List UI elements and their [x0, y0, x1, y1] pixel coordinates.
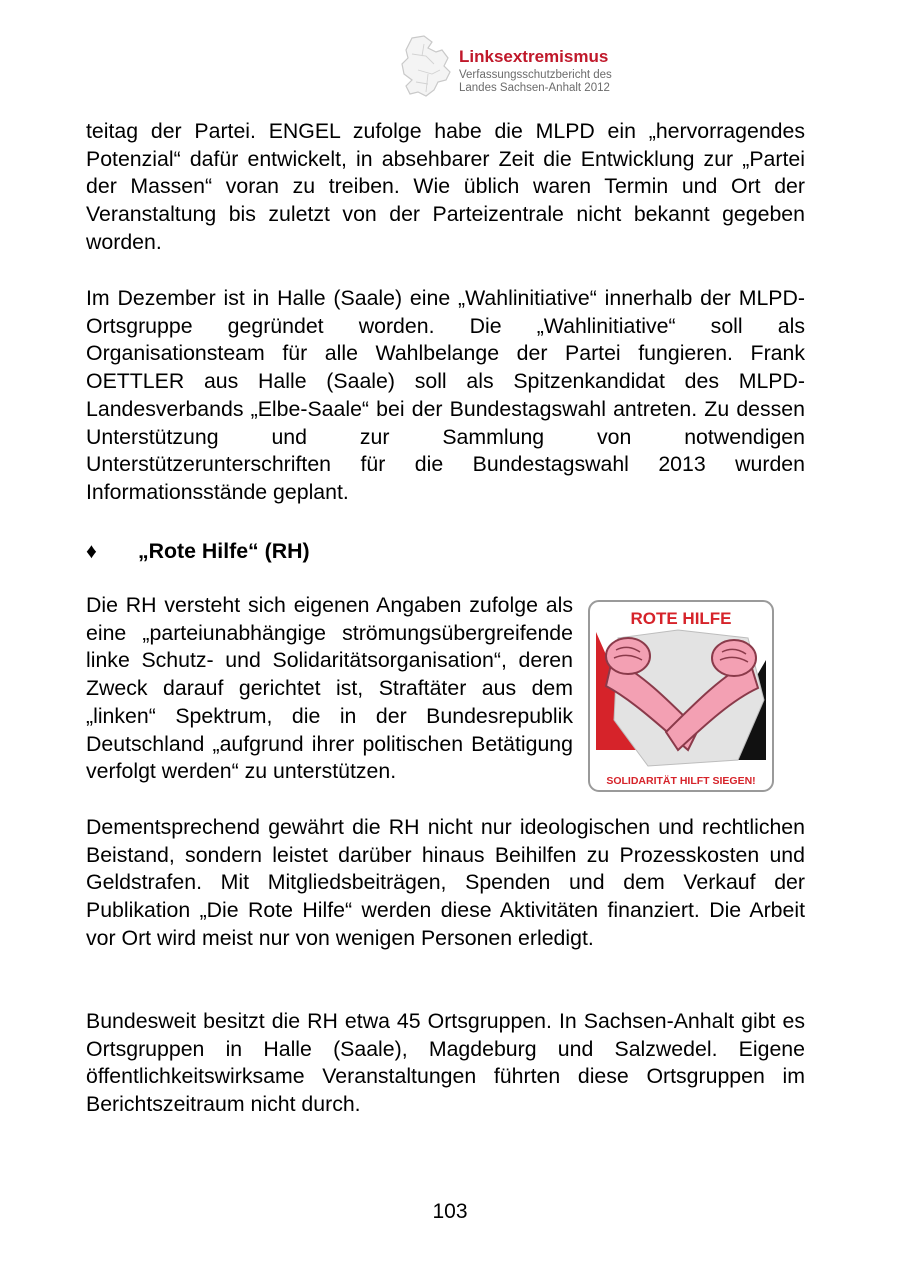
logo-top-text: ROTE HILFE [630, 609, 732, 628]
paragraph-wahlinitiative: Im Dezember ist in Halle (Saale) eine „Wahlinitiative“ innerhalb der MLPD-Ortsgruppe gegründet worden. Die „Wahlinitiative“ soll als Organisationsteam für alle Wahlbelange der Partei fungieren. Frank OETTLER aus Halle (Saale) soll als Spitzenkandidat des MLPD-Landesverbands „Elbe-Saale“ bei der Bundestagswahl antreten. Zu dessen Unterstützung und zur Sammlung von notwendigen Unterstützerunterschriften für die Bundestagswahl 2013 wurden Informationsstände geplant. [86, 286, 805, 504]
paragraph-mlpd-parteitag: teitag der Partei. ENGEL zufolge habe die MLPD ein „hervorragendes Potenzial“ dafür entwickelt, in absehbarer Zeit die Entwicklung zur „Partei der Massen“ voran zu treiben. Wie üblich waren Termin und Ort der Veranstaltung bis zuletzt von der Parteizentrale nicht bekannt gegeben worden. [86, 119, 805, 254]
diamond-bullet-icon: ♦ [86, 539, 97, 563]
section-heading-text: „Rote Hilfe“ (RH) [138, 539, 310, 563]
page-number: 103 [432, 1200, 468, 1223]
header-subtitle-line2: Landes Sachsen-Anhalt 2012 [459, 82, 610, 94]
paragraph-rh-ortsgruppen: Bundesweit besitzt die RH etwa 45 Ortsgruppen. In Sachsen-Anhalt gibt es Ortsgruppen in Halle (Saale), Magdeburg und Salzwedel. Eigene öffentlichkeitswirksame Veranstaltungen führten diese Ortsgruppen im Berichtszeitraum nicht durch. [86, 1009, 805, 1117]
paragraph-rh-support: Dementsprechend gewährt die RH nicht nur ideologischen und rechtlichen Beistand, sondern leistet darüber hinaus Beihilfen zu Prozesskosten und Geldstrafen. Mit Mitgliedsbeiträgen, Spenden und dem Verkauf der Publikation „Die Rote Hilfe“ werden diese Aktivitäten finanziert. Die Arbeit vor Ort wird meist nur von wenigen Personen erledigt. [86, 815, 805, 950]
sachsen-anhalt-map-icon [398, 34, 454, 100]
header-title: Linksextremismus [459, 47, 609, 66]
rote-hilfe-logo [588, 600, 774, 792]
section-heading [86, 538, 310, 566]
paragraph-rh-intro: Die RH versteht sich eigenen Angaben zufolge als eine „parteiunabhängige strömungsübergreifende linke Schutz- und Solidaritätsorganisation“, deren Zweck darauf gerichtet ist, Straftäter aus dem „linken“ Spektrum, die in der Bundesrepublik Deutschland „aufgrund ihrer politischen Betätigung verfolgt werden“ zu unterstützen. [86, 593, 573, 784]
logo-bottom-text: SOLIDARITÄT HILFT SIEGEN! [606, 775, 756, 787]
header-subtitle-line1: Verfassungsschutzbericht des [459, 69, 612, 81]
page-header [398, 34, 698, 100]
